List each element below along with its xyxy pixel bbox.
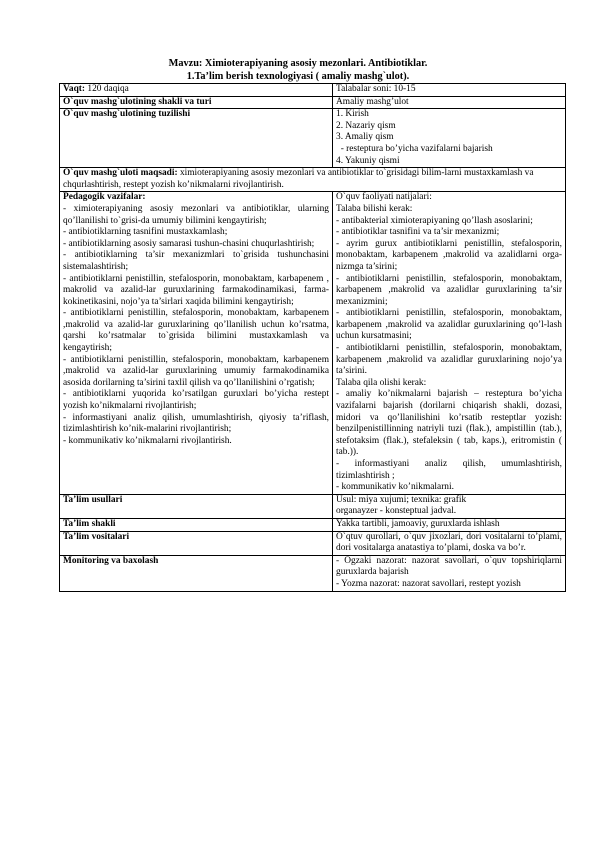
list-item: - antibiotiklarni penistillin, stefalosporin, monobaktam, karbapenem ,makrolid va azalidlar guruxlarining nojo’ya ta’sirini.: [336, 343, 562, 377]
table-row: [60, 494, 566, 518]
time-value: 120 daqiqa: [87, 84, 129, 94]
list-item: - antibakterial ximioterapiyaning qo’llash asoslarini;: [336, 215, 533, 226]
list-item: 3. Amaliy qism: [336, 132, 394, 143]
list-item: - antibiotiklar tasnifini va ta’sir mexanizmi;: [336, 227, 500, 238]
learning-outcomes: [333, 192, 566, 494]
list-item: - resteptura bo’yicha vazifalarni bajarish: [336, 143, 493, 154]
monitoring-line: - Yozma nazorat: nazorat savollari, restept yozish: [336, 578, 521, 589]
goal-text: ximioterapiyaning asosiy mezonlari va antibiotiklar to`grisidagi bilim-larni mustaxkamlash va chqurlashtirish, restept yozish ko’nikmalarni rivojlantirish.: [63, 168, 534, 190]
list-item: - antibiotiklarni penistillin, stefalosporin, monobaktam, karbapenem , makrolid va azalid-lar guruxlarining farmakodinamikasi, farma-kokinetikasini, nojo’ya ta’sirlari xaqida bilimini kengaytirish;: [63, 273, 329, 307]
list-item: - kommunikativ ko’nikmalarni.: [336, 482, 454, 493]
list-item: - antibiotiklarni yuqorida ko’rsatilgan guruxlari bo’yicha restept yozish ko’nikmalarni rivojlantirish;: [63, 389, 329, 412]
education-form-label: Ta’lim shakli: [60, 518, 333, 531]
table-row: [60, 192, 566, 494]
list-item: - antibiotiklarni penistillin, stefalosporin, monobaktam, karbapenem ,makrolid va azalid-lar guruxlarining umumiy farmakodinamika asosida dorilarning ta’sirini taxlil qilish va qo’llanilishini o’rgatish;: [63, 354, 329, 388]
table-row: [60, 518, 566, 531]
list-item: 4. Yakuniy qismi: [336, 155, 400, 166]
methods-line: Usul: miya xujumi; texnika: grafik: [336, 494, 467, 505]
list-item: 1. Kirish: [336, 109, 369, 120]
page-title: Mavzu: Ximioterapiyaning asosiy mezonlari. Antibiotiklar.: [168, 58, 428, 69]
list-item: - ayrim gurux antibiotiklarni penistillin, stefalosporin, monobaktam, karbapenem ,makrolid va azalidlarni orga-nizmga ta’sirini;: [336, 238, 562, 272]
section-subheading: Talaba bilishi kerak:: [336, 203, 413, 214]
table-row: [60, 96, 566, 109]
list-item: - antibiotiklarning asosiy samarasi tushun-chasini chuqurlashtirish;: [63, 238, 315, 249]
methods-line: organayzer - konsteptual jadval.: [336, 506, 457, 517]
structure-label: O`quv mashg`ulotining tuzilishi: [60, 109, 333, 168]
monitoring-label: Monitoring va baxolash: [60, 555, 333, 591]
section-subheading: Talaba qila olishi kerak:: [336, 377, 427, 388]
list-item: 2. Nazariy qism: [336, 120, 396, 131]
time-label: Vaqt:: [63, 84, 86, 94]
table-row: [60, 168, 566, 192]
list-item: - antibiotiklarni penistillin, stefalosporin, monobaktam, karbapenem ,makrolid va azalidlar guruxlarining ta’sir mexanizmini;: [336, 273, 562, 307]
structure-list: [333, 109, 566, 168]
list-item: - informastiyani analiz qilish, umumlashtirish, tizimlashtirish ;: [336, 459, 562, 481]
list-item: - ximioterapiyaning asosiy mezonlari va antibiotiklar, ularning qo’llanilishi to`grisi-da umumiy bilimini kengaytirish;: [63, 203, 329, 226]
form-value: Amaliy mashg’ulot: [333, 96, 566, 109]
methods-value: [333, 494, 566, 518]
table-row: [60, 531, 566, 555]
list-item: - antibiotiklarning tasnifini mustaxkamlash;: [63, 227, 228, 238]
list-item: - amaliy ko’nikmalarni bajarish – resteptura bo’yicha vazifalarni bajarish (dorilarni chiqarish shakli, dozasi, midori va qo’llanilishini ko’rsatib resteptlar yozish: benzilpenistillinning natriyli tuzi (flak.), ampistillin (tab.), stefotaksim (flak.), stefaleksin ( tab, kaps.), eritromistin ( tab.)).: [336, 389, 562, 458]
table-row: [60, 555, 566, 591]
methods-label: Ta’lim usullari: [60, 494, 333, 518]
section-heading: O`quv faoliyati natijalari:: [336, 192, 432, 203]
table-row: [60, 109, 566, 168]
education-form-value: Yakka tartibli, jamoaviy, guruxlarda ishlash: [333, 518, 566, 531]
form-label: O`quv mashg`ulotining shakli va turi: [60, 96, 333, 109]
students-count: Talabalar soni: 10-15: [333, 84, 566, 97]
goal-label: O`quv mashg`uloti maqsadi:: [63, 168, 178, 179]
page-subtitle: 1.Ta’lim berish texnologiyasi ( amaliy mashg`ulot).: [186, 71, 410, 82]
monitoring-value: [333, 555, 566, 591]
list-item: - antibiotiklarni penistillin, stefalosporin, monobaktam, karbapenem ,makrolid va azalid-lar guruxlarining qo’llanilish uchun ko’rsatma, qarshi ko’rsatmalar to`grisida bilimini mustaxkamlash va kengaytirish;: [63, 308, 329, 354]
list-item: - antibiotiklarning ta’sir mexanizmlari to`grisida tushunchasini sistemalashtirish;: [63, 250, 329, 272]
list-item: - informastiyani analiz qilish, umumlashtirish, qiyosiy ta’riflash, tizimlashtirish ko’nik-malarini rivojlantirish;: [63, 412, 329, 435]
list-item: - kommunikativ ko’nikmalarni rivojlantirish.: [63, 435, 232, 446]
table-row: [60, 84, 566, 97]
lesson-plan-table: [59, 83, 566, 592]
tools-value: O`qtuv qurollari, o`quv jixozlari, dori vositalarni to’plami, dori vositalarga anatastiya to’plami, doska va bo’r.: [333, 531, 566, 555]
monitoring-line: - Ogzaki nazorat: nazorat savollari, o`quv topshiriqlarni guruxlarda bajarish: [336, 555, 562, 578]
list-item: - antibiotiklarni penistillin, stefalosporin, monobaktam, karbapenem ,makrolid va azalidlar guruxlarining qo’l-lash uchun kursatmasini;: [336, 308, 562, 342]
section-heading: Pedagogik vazifalar:: [63, 192, 146, 203]
pedagogical-tasks: [60, 192, 333, 494]
tools-label: Ta’lim vositalari: [60, 531, 333, 555]
